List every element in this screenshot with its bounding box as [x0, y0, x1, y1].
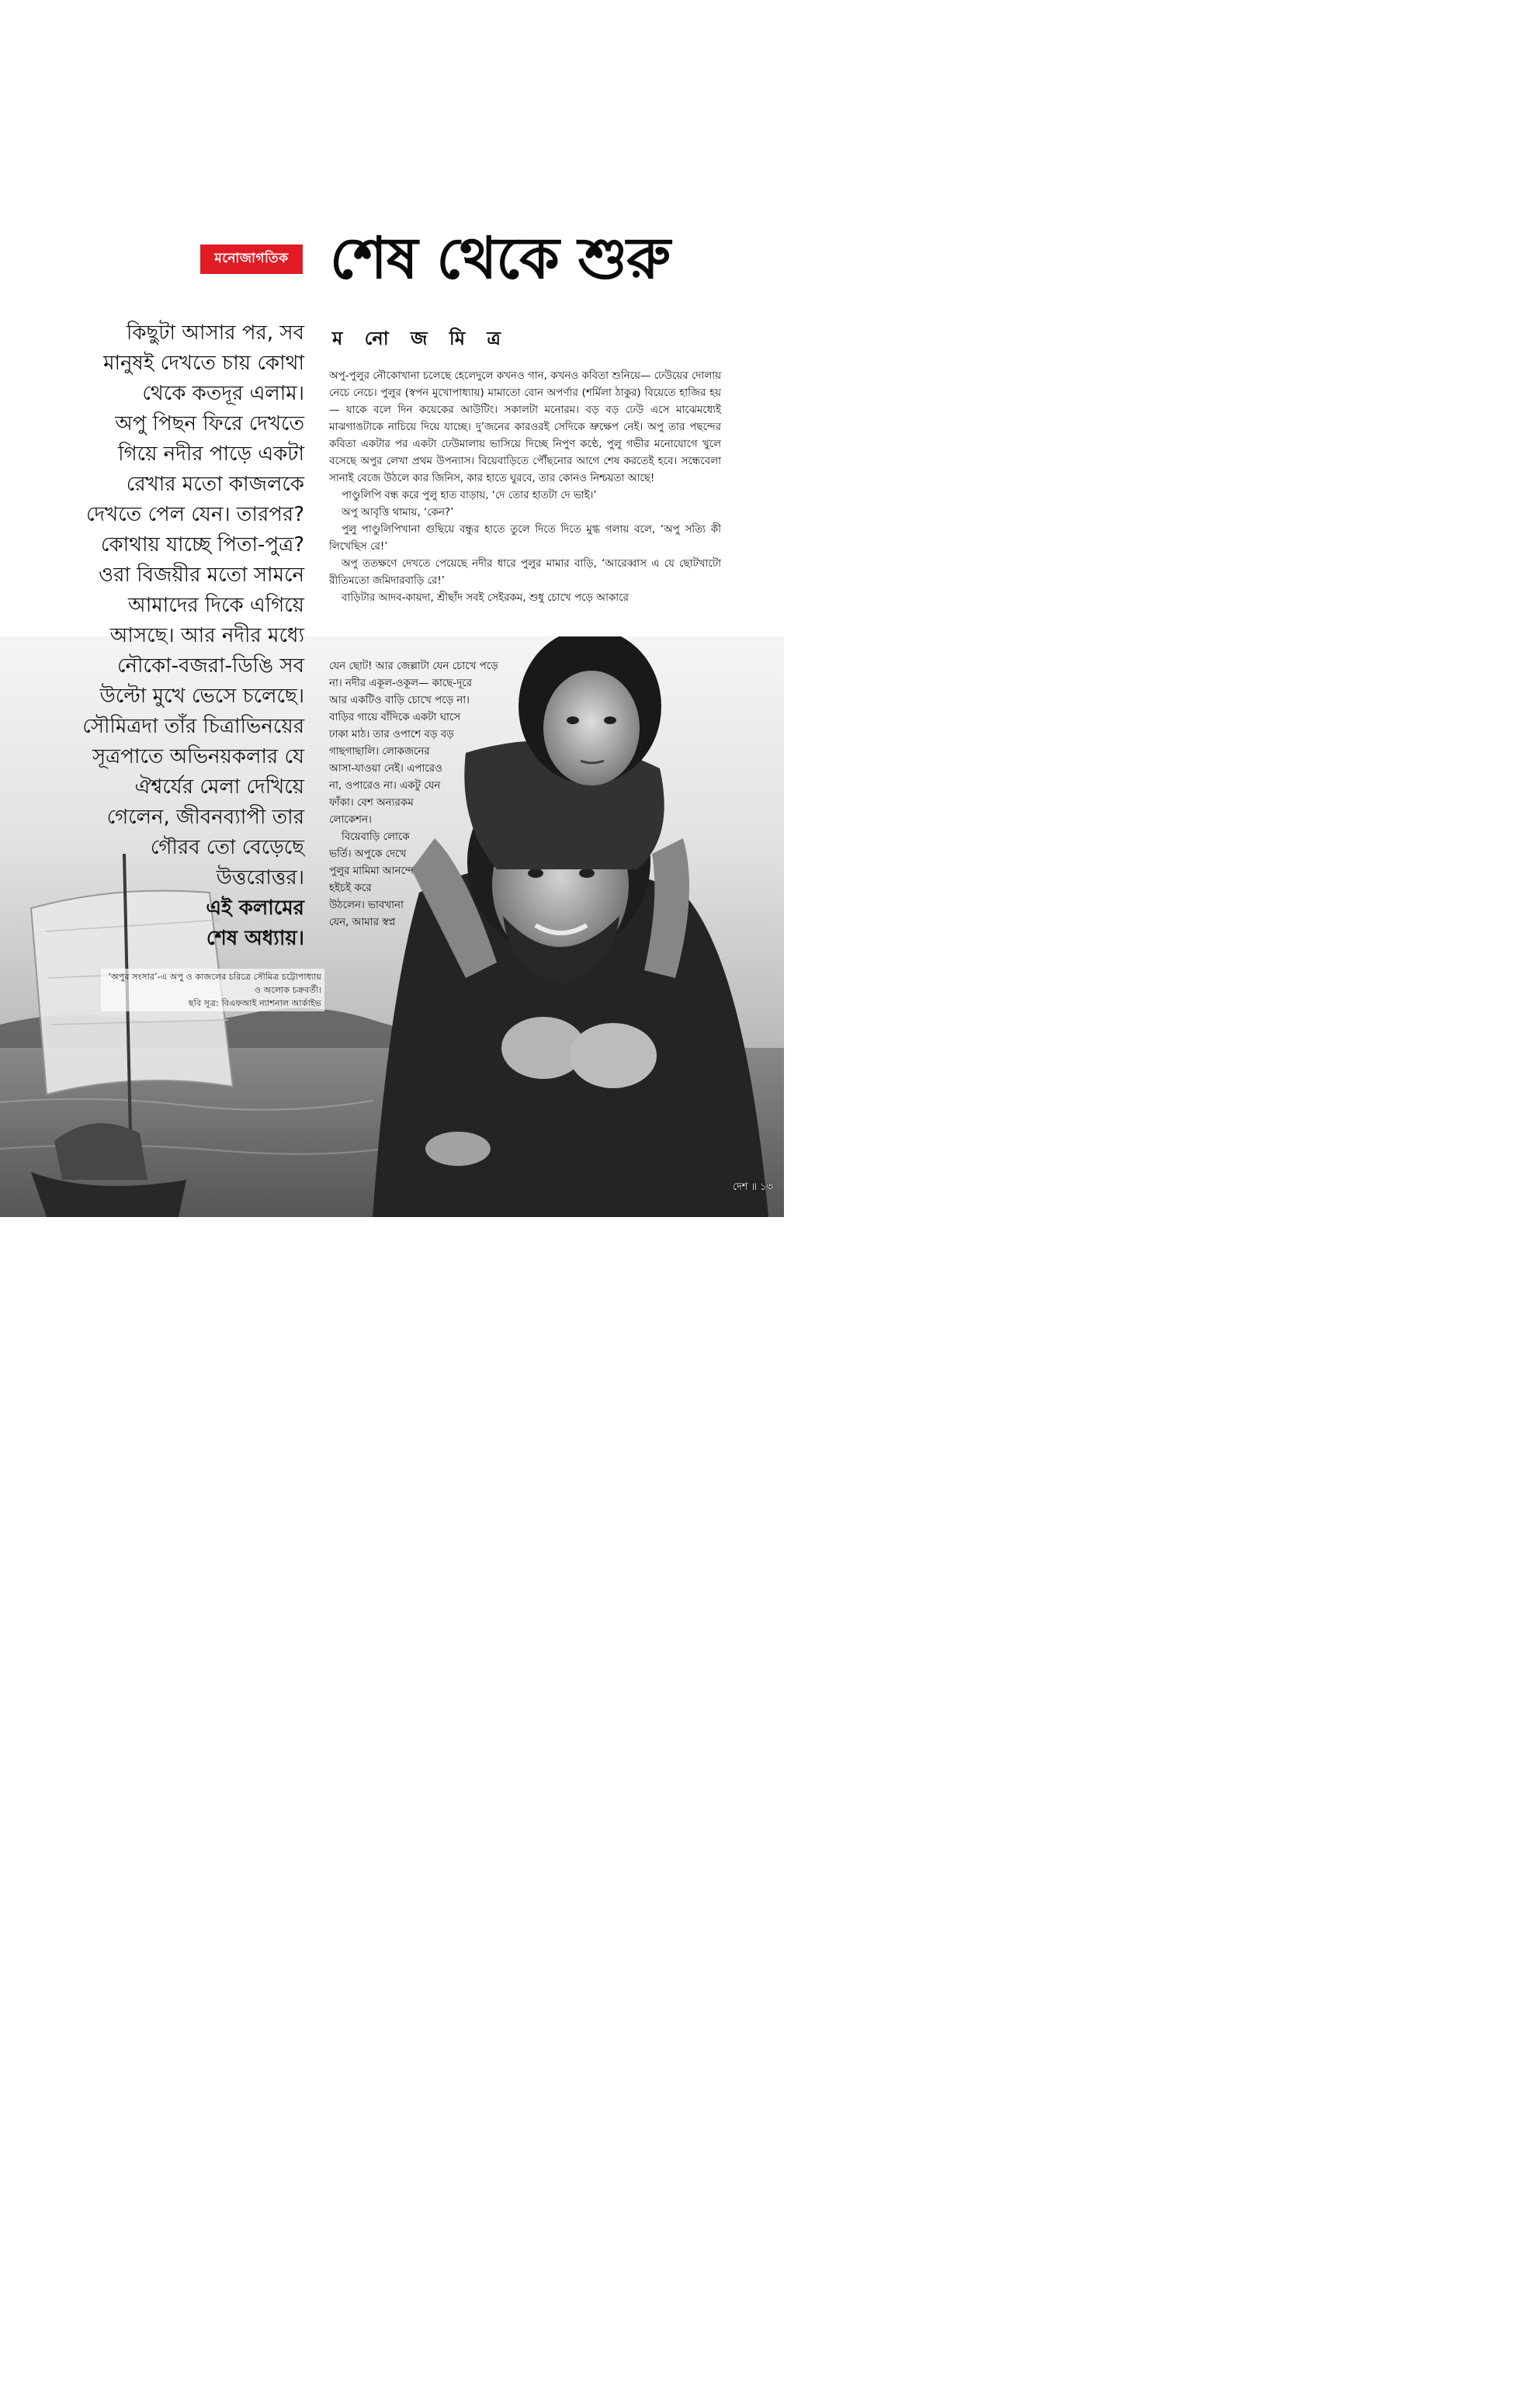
- section-tag: মনোজাগতিক: [200, 245, 303, 274]
- body-line: ফাঁকা। বেশ অন্যরকম: [329, 797, 414, 809]
- pull-quote-line: আসছে। আর নদীর মধ্যে: [109, 624, 304, 647]
- pull-quote-line: সূত্রপাতে অভিনয়কলার যে: [92, 745, 304, 768]
- pull-quote-line: কিছুটা আসার পর, সব: [126, 321, 304, 345]
- pull-quote-line: দেখতে পেল যেন। তারপর?: [85, 503, 304, 526]
- body-line: বাড়ির গায়ে বাঁদিকে একটা ঘাসে: [329, 712, 461, 723]
- magazine-page: [0, 0, 784, 1217]
- article-body: [329, 368, 721, 607]
- pull-quote-line: উল্টো মুখে ভেসে চলেছে।: [99, 685, 304, 708]
- body-line: যেন, আমার স্বপ্ন: [329, 917, 396, 928]
- body-line: আর একটিও বাড়ি চোখে পড়ে না।: [329, 695, 470, 706]
- body-line: ভর্তি। অপুকে দেখে: [329, 848, 407, 860]
- pull-quote-line: নৌকো-বজরা-ডিঙি সব: [116, 654, 304, 678]
- pull-quote-line: উত্তরোত্তর।: [216, 866, 304, 890]
- pull-quote-line: গেলেন, জীবনব্যাপী তার: [106, 806, 304, 829]
- body-paragraph: অপু ততক্ষণে দেখতে পেয়েছে নদীর ধারে পুলুর মামার বাড়ি, ‘আরেব্বাস এ যে ছোটখাটো রীতিমতো জমিদারবাড়ি রে!’: [329, 558, 721, 587]
- pull-quote-line: রেখার মতো কাজলকে: [126, 473, 304, 496]
- body-line: যেন ছোট! আর জেল্লাটা যেন চোখে পড়ে: [329, 661, 498, 672]
- body-line: না। নদীর একূল-ওকূল— কাছে-দূরে: [329, 678, 472, 689]
- pull-quote: [47, 318, 304, 954]
- caption-line: ও অলোক চক্রবর্তী।: [254, 985, 321, 995]
- pull-quote-line: গিয়ে নদীর পাড়ে একটা: [118, 442, 304, 466]
- body-line: লোকেশন।: [329, 814, 372, 826]
- pull-quote-line: আমাদের দিকে এগিয়ে: [128, 594, 304, 617]
- page-folio: দেশ ॥ ১৩: [732, 1181, 773, 1193]
- pull-quote-line: অপু পিছন ফিরে দেখতে: [115, 412, 304, 435]
- body-line: বিয়েবাড়ি লোকে: [342, 831, 410, 843]
- article-title: শেষ থেকে শুরু: [330, 225, 671, 292]
- body-line: হইচই করে: [329, 883, 372, 894]
- body-line: ঢাকা মাঠ। তার ওপাশে বড় বড়: [329, 729, 454, 740]
- pull-quote-line-bold: শেষ অধ্যায়।: [206, 927, 304, 950]
- body-line: না, ওপারেও না। একটু যেন: [329, 780, 441, 792]
- photo-caption: [101, 969, 324, 1011]
- pull-quote-line: মানুষই দেখতে চায় কোথা: [103, 352, 304, 375]
- caption-line: ছবি সূত্র: বিএফআই ন্যাশনাল আর্কাইভ: [188, 998, 321, 1008]
- body-paragraph: অপু আবৃত্তি থামায়, ‘কেন?’: [342, 507, 454, 518]
- article-body-wrap: [329, 658, 498, 931]
- body-line: আসা-যাওয়া নেই। এপারেও: [329, 763, 442, 775]
- caption-line: ‘অপুর সংসার’-এ অপু ও কাজলের চরিত্রে সৌমিত্র চট্টোপাধ্যায়: [108, 972, 321, 982]
- body-paragraph: বাড়িটার আদব-কায়দা, শ্রীছাঁদ সবই সেইরকম, শুধু চোখে পড়ে আকারে: [342, 592, 629, 604]
- body-paragraph: অপু-পুলুর নৌকোখানা চলেছে হেলেদুলে কখনও গান, কখনও কবিতা শুনিয়ে— ঢেউয়ের দোলায় নেচে নেচে। পুলুর (স্বপন মুখোপাধ্যায়) মামাতো বোন অপর্ণার (শর্মিলা ঠাকুর) বিয়েতে হাজির হয়— যাকে বলে দিন কয়েকের আউটিং। সকালটা মনোরম। বড় বড় ঢেউ এসে মাঝেমধ্যেই মাঝগাঙটাকে নাচিয়ে দিয়ে যাচ্ছে। দু’জনের কারওরই সেদিকে ভ্রুক্ষেপ নেই। অপু তার পছন্দের কবিতা একটার পর একটা ঢেউমালায় ভাসিয়ে দিচ্ছে নিপুণ কণ্ঠে, পুলু গভীর মনোযোগে খুলে বসেছে অপুর লেখা প্রথম উপন্যাস। বিয়েবাড়িতে পৌঁছনোর আগে শেষ করতেই হবে। সন্ধেবেলা সানাই বেজে উঠলে কার জিনিস, কার হাতে ঘুরবে, তার কোনও নিশ্চয়তা আছে!: [329, 370, 721, 484]
- body-paragraph: পাণ্ডুলিপি বন্ধ করে পুলু হাত বাড়ায়, ‘দে তোর হাতটা দে ভাই।’: [342, 490, 597, 501]
- pull-quote-line: কোথায় যাচ্ছে পিতা-পুত্র?: [100, 533, 304, 557]
- pull-quote-line: সৌমিত্রদা তাঁর চিত্রাভিনয়ের: [82, 715, 304, 738]
- body-line: পুলুর মামিমা আনন্দে: [329, 865, 414, 877]
- author-byline: ম নো জ মি ত্র: [332, 328, 509, 349]
- body-line: উঠলেন। ভাবখানা: [329, 900, 404, 911]
- body-paragraph: পুলু পাণ্ডুলিপিখানা গুছিয়ে বন্ধুর হাতে তুলে দিতে দিতে মুগ্ধ গলায় বলে, ‘অপু সত্যি কী লিখেছিস রে!’: [329, 524, 721, 553]
- pull-quote-line-bold: এই কলামের: [206, 897, 304, 920]
- pull-quote-line: ঐশ্বর্যের মেলা দেখিয়ে: [134, 775, 304, 799]
- pull-quote-line: ওরা বিজয়ীর মতো সামনে: [98, 564, 304, 587]
- body-line: গাছগাছালি। লোকজনের: [329, 746, 430, 758]
- pull-quote-line: থেকে কতদূর এলাম।: [142, 382, 304, 405]
- pull-quote-line: গৌরব তো বেড়েছে: [150, 836, 304, 859]
